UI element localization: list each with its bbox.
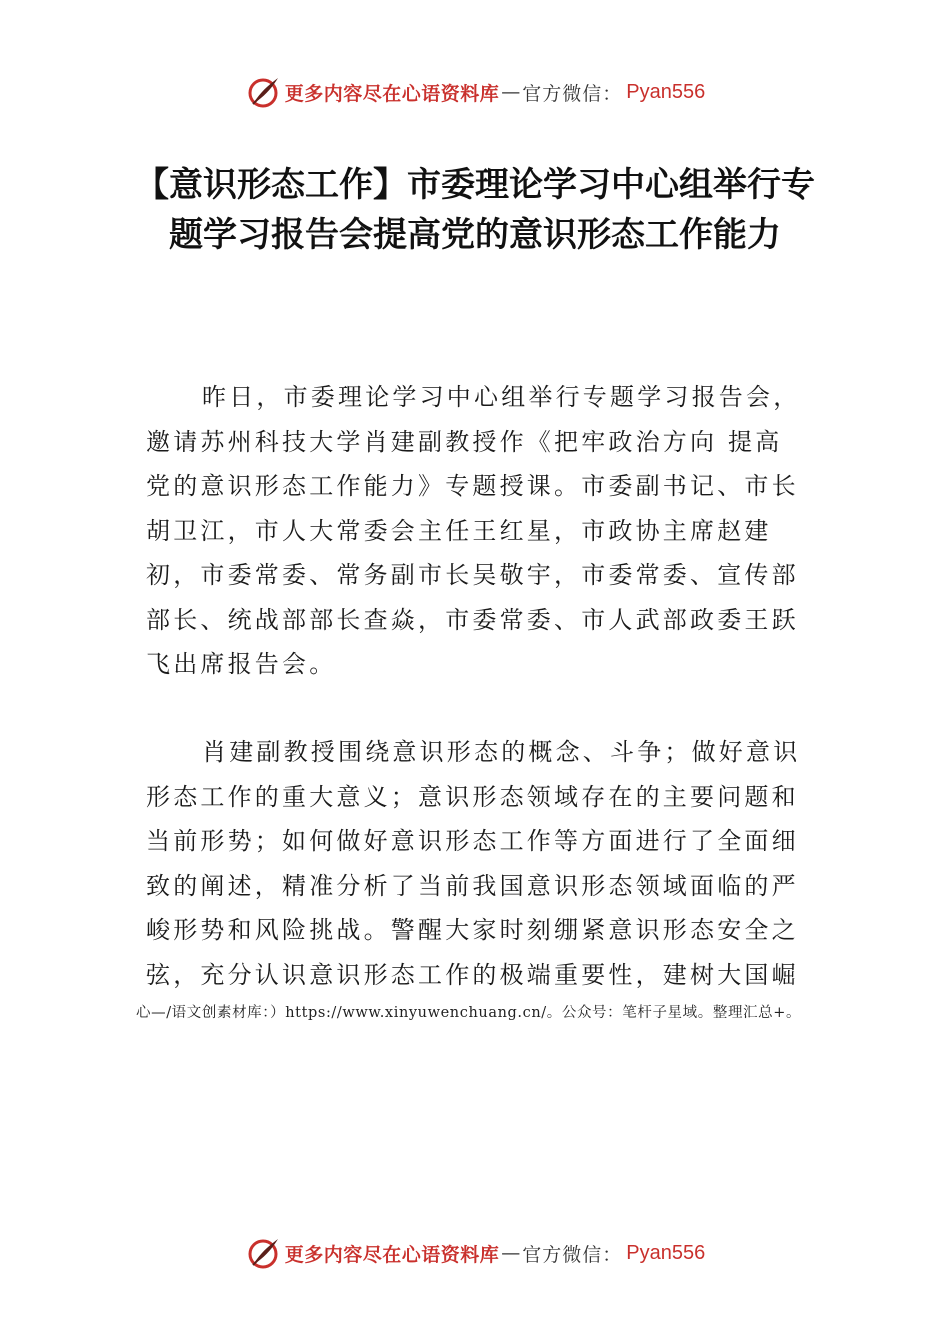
banner-text: 更多内容尽在心语资料库: [284, 1243, 500, 1266]
banner-separator: —: [501, 1242, 521, 1264]
banner-wechat-id: Pyan556: [626, 1241, 706, 1264]
banner-text: 更多内容尽在心语资料库: [284, 82, 500, 105]
quill-pen-logo-icon: [245, 1235, 281, 1271]
banner-wechat-id: Pyan556: [626, 80, 706, 103]
paragraph-2: 肖建副教授围绕意识形态的概念、斗争；做好意识形态工作的重大意义；意识形态领域存在的主要问题和当前形势；如何做好意识形态工作等方面进行了全面细致的阐述，精准分析了当前我国意识形态领域面临的严峻形势和风险挑战。警醒大家时刻绷紧意识形态安全之弦，充分认识意识形态工作的极端重要性，建树大国崛: [146, 738, 801, 989]
document-title: 【意识形态工作】市委理论学习中心组举行专题学习报告会提高党的意识形态工作能力: [135, 165, 815, 255]
footer-banner: [0, 1231, 950, 1275]
source-note: 心—/语文创素材库：）https://www.xinyuwenchuang.cn/。公众号：笔杆子星域。整理汇总+。: [136, 1005, 802, 1021]
banner-wechat-label: 官方微信：: [522, 1243, 623, 1266]
header-banner: [0, 70, 950, 114]
quill-pen-logo-icon: [245, 74, 281, 110]
banner-separator: —: [501, 81, 521, 103]
banner-wechat-label: 官方微信：: [522, 82, 623, 105]
paragraph-1: 昨日，市委理论学习中心组举行专题学习报告会，邀请苏州科技大学肖建副教授作《把牢政治方向 提高党的意识形态工作能力》专题授课。市委副书记、市长胡卫江，市人大常委会主任王红星，市政协主席赵建初，市委常委、常务副市长吴敬宇，市委常委、宣传部部长、统战部部长查焱，市委常委、市人武部政委王跃飞出席报告会。: [146, 383, 801, 678]
